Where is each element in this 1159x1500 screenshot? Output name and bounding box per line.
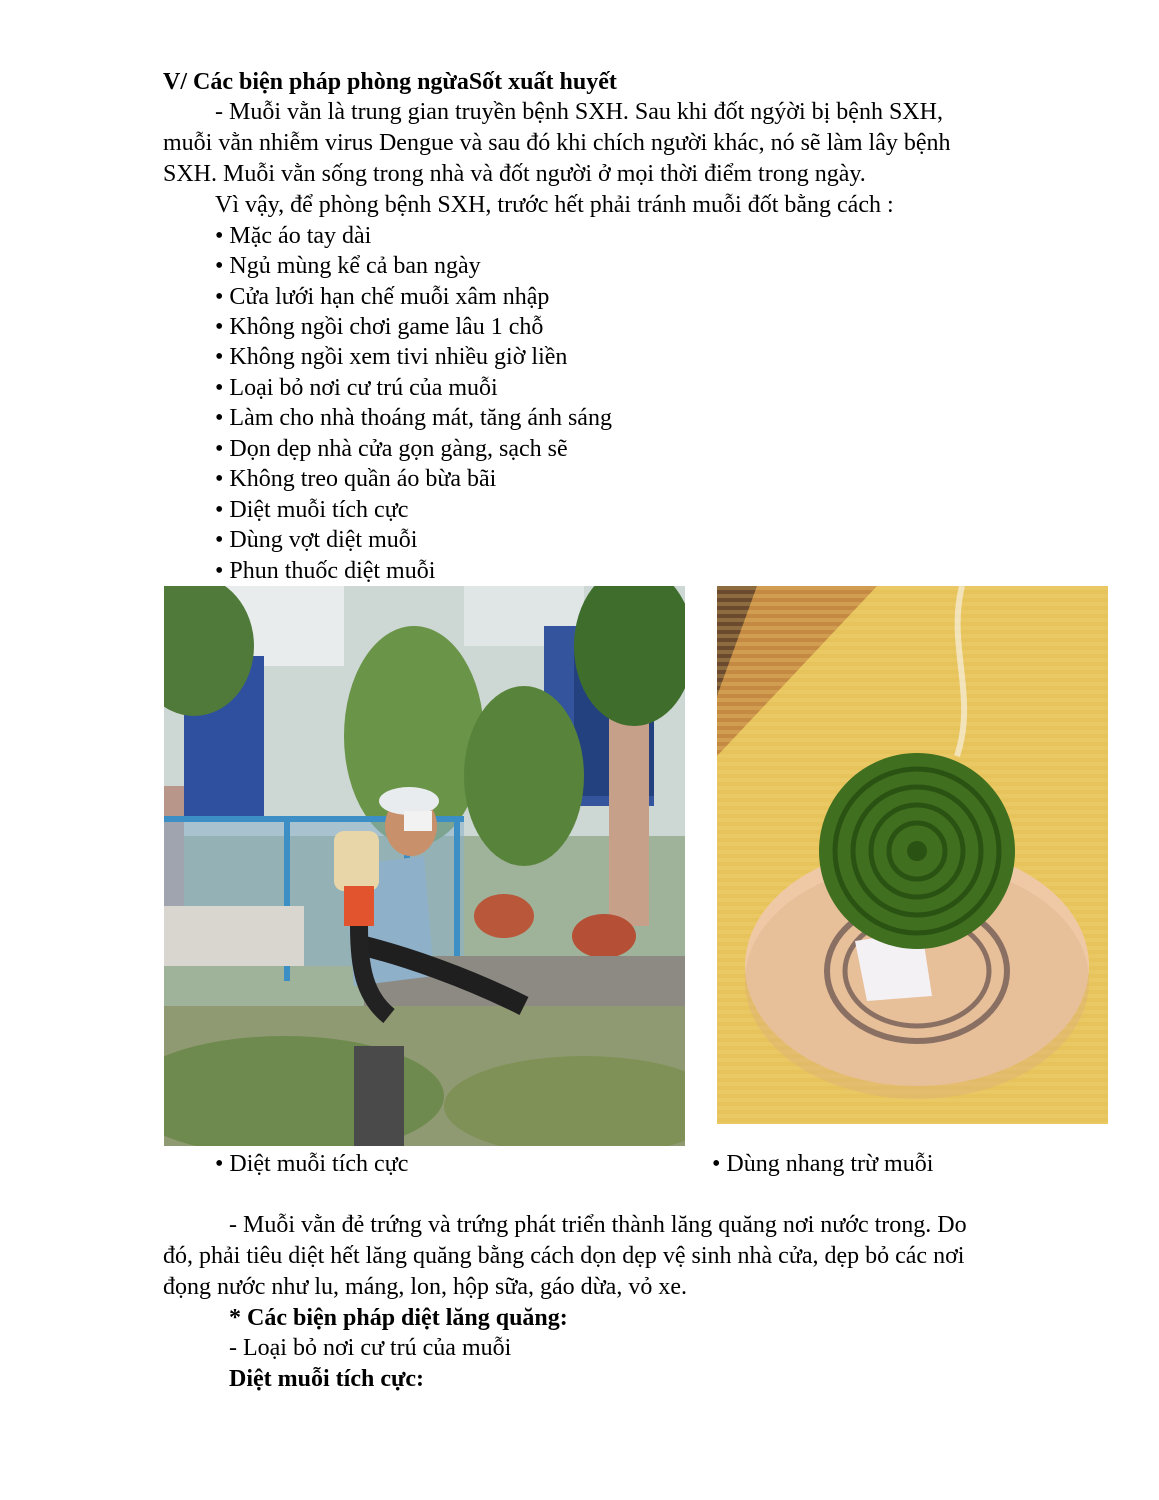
bullet-item: • Ngủ mùng kể cả ban ngày — [215, 253, 481, 279]
spraying-photo — [164, 586, 685, 1146]
bullet-item: • Làm cho nhà thoáng mát, tăng ánh sáng — [215, 405, 612, 431]
intro-line: Vì vậy, để phòng bệnh SXH, trước hết phải tránh muỗi đốt bằng cách : — [215, 192, 894, 218]
bullet-item: • Dùng vợt diệt muỗi — [215, 527, 418, 553]
sub-item: - Loại bỏ nơi cư trú của muỗi — [229, 1335, 512, 1361]
section-heading: V/ Các biện pháp phòng ngừaSốt xuất huyết — [163, 69, 617, 95]
bullet-item: • Không ngồi chơi game lâu 1 chỗ — [215, 314, 544, 340]
paragraph-1-line-3: SXH. Muỗi vằn sống trong nhà và đốt người ở mọi thời điểm trong ngày. — [163, 161, 866, 187]
paragraph-1-line-2: muỗi vằn nhiễm virus Dengue và sau đó khi chích người khác, nó sẽ làm lây bệnh — [163, 130, 951, 156]
paragraph-1-line-1: - Muỗi vằn là trung gian truyền bệnh SXH. Sau khi đốt ngýời bị bệnh SXH, — [215, 99, 943, 125]
bullet-item: • Dọn dẹp nhà cửa gọn gàng, sạch sẽ — [215, 436, 568, 462]
paragraph-2-line-1: - Muỗi vằn đẻ trứng và trứng phát triển thành lăng quăng nơi nước trong. Do — [229, 1212, 967, 1238]
subheading: * Các biện pháp diệt lăng quăng: — [229, 1305, 568, 1331]
bullet-item: • Phun thuốc diệt muỗi — [215, 558, 436, 584]
bullet-item: • Diệt muỗi tích cực — [215, 497, 409, 523]
bullet-item: • Loại bỏ nơi cư trú của muỗi — [215, 375, 498, 401]
paragraph-2-line-2: đó, phải tiêu diệt hết lăng quăng bằng cách dọn dẹp vệ sinh nhà cửa, dẹp bỏ các nơi — [163, 1243, 965, 1269]
bullet-item: • Không treo quần áo bừa bãi — [215, 466, 497, 492]
paragraph-2-line-3: đọng nước như lu, máng, lon, hộp sữa, gáo dừa, vỏ xe. — [163, 1274, 687, 1300]
bullet-item: • Mặc áo tay dài — [215, 223, 372, 249]
caption-right: • Dùng nhang trừ muỗi — [712, 1151, 934, 1177]
bullet-item: • Không ngồi xem tivi nhiều giờ liền — [215, 344, 568, 370]
bullet-item: • Cửa lưới hạn chế muỗi xâm nhập — [215, 284, 550, 310]
caption-left: • Diệt muỗi tích cực — [215, 1151, 409, 1177]
final-heading: Diệt muỗi tích cực: — [229, 1366, 425, 1392]
mosquito-coil-photo — [717, 586, 1108, 1124]
